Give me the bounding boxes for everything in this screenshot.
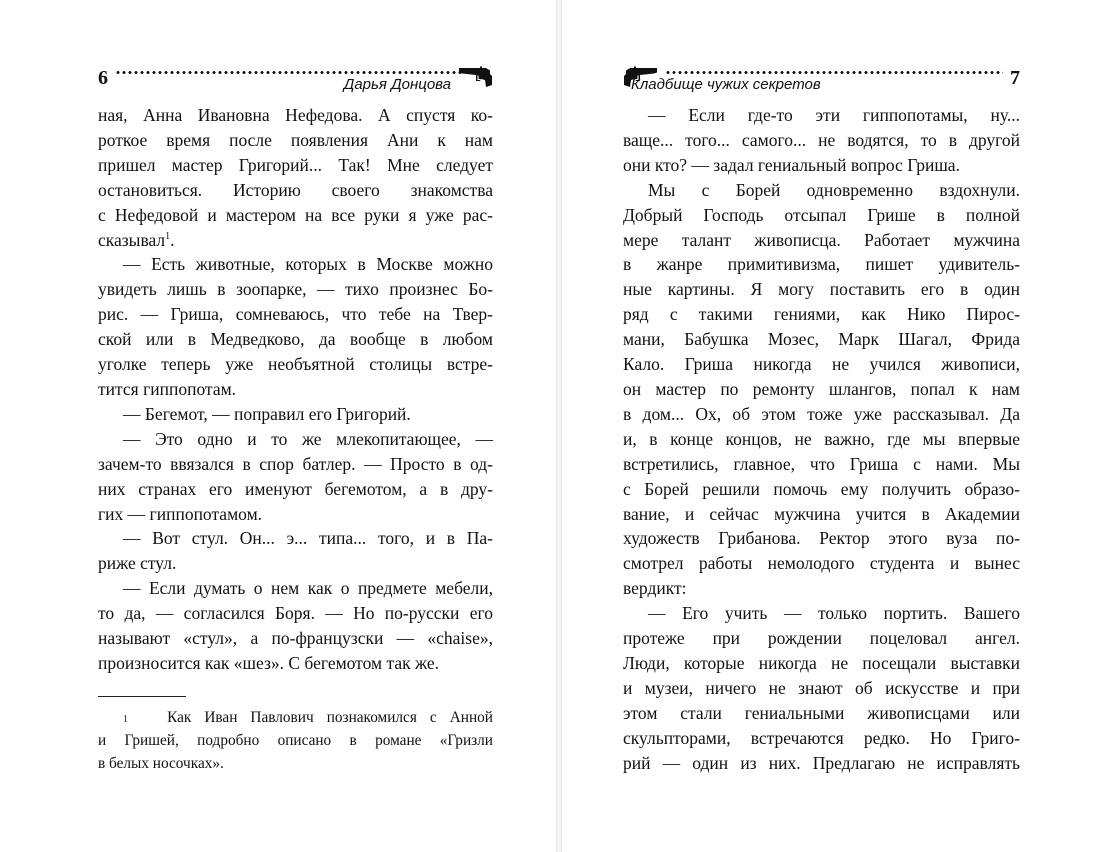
text-line: пришел мастер Григорий... Так! Мне следует bbox=[98, 154, 493, 175]
right-page bbox=[562, 0, 1120, 852]
text-line: в жанре примитивизма, пишет удивитель- bbox=[623, 254, 1020, 275]
text-line: гих — гиппопотамом. bbox=[98, 503, 263, 524]
text-line: — Есть животные, которых в Москве можно bbox=[123, 254, 493, 275]
page-number: 7 bbox=[1010, 67, 1020, 89]
text-line: с Борей решили помочь ему получить образо- bbox=[623, 478, 1020, 499]
text-line: скульпторами, встречаются редко. Но Григо- bbox=[623, 727, 1020, 748]
running-title-author: Дарья Донцова bbox=[343, 76, 451, 93]
text-line: — Его учить — только портить. Вашего bbox=[648, 603, 1020, 624]
text-line: — Если где-то эти гиппопотамы, ну... bbox=[648, 105, 1020, 125]
text-line: то да, — согласился Боря. — Но по-русски его bbox=[98, 603, 493, 624]
footnote-line: $^1$ Как Иван Павлович познакомился с Анной bbox=[123, 709, 493, 726]
left-page-header bbox=[98, 66, 493, 94]
text-line: ской или в Медведково, да вообще в любом bbox=[98, 329, 493, 350]
text-line: них странах его именуют бегемотом, а в дру- bbox=[98, 478, 493, 499]
text-line: художеств Грибанова. Ректор этого вуза по- bbox=[623, 528, 1020, 549]
running-title-book: Кладбище чужих секретов bbox=[631, 76, 821, 93]
page-number: 6 bbox=[98, 67, 108, 89]
text-line: — Это одно и то же млекопитающее, — bbox=[123, 428, 493, 449]
left-page-text bbox=[98, 103, 493, 676]
dotted-rule bbox=[665, 70, 1003, 75]
text-line: Кало. Гриша никогда не учился живописи, bbox=[623, 354, 1020, 375]
text-line: риже стул. bbox=[98, 553, 177, 574]
text-line: вание, и сейчас мужчина учится в Академии bbox=[623, 503, 1020, 524]
text-line: — Бегемот, — поправил его Григорий. bbox=[123, 403, 411, 424]
dotted-rule bbox=[115, 70, 461, 75]
text-line: вердикт: bbox=[623, 578, 687, 599]
left-page bbox=[0, 0, 556, 852]
footnote-reference[interactable]: 1 bbox=[165, 230, 171, 242]
revolver-icon bbox=[459, 66, 493, 88]
right-page-text bbox=[623, 103, 1020, 775]
text-line: — Вот стул. Он... э... типа... того, и в Па- bbox=[123, 528, 493, 549]
footnote bbox=[98, 706, 493, 775]
text-line: Люди, которые никогда не посещали выставки bbox=[623, 652, 1020, 673]
text-line: уголке теперь уже необъятной столицы встре- bbox=[98, 354, 493, 375]
footnote-line: в белых носочках». bbox=[98, 755, 224, 772]
text-line: этом стали гениальными живописцами или bbox=[623, 702, 1020, 723]
text-line: протеже при рождении поцеловал ангел. bbox=[623, 628, 1020, 649]
text-line: ная, Анна Ивановна Нефедова. А спустя ко- bbox=[98, 105, 493, 125]
text-line: тится гиппопотам. bbox=[98, 378, 237, 399]
text-line: мани, Бабушка Мозес, Марк Шагал, Фрида bbox=[623, 329, 1020, 350]
text-line: они кто? — задал гениальный вопрос Гриша. bbox=[623, 154, 960, 175]
text-line: Добрый Господь отсыпал Грише в полной bbox=[623, 204, 1020, 225]
footnote-line: и Гришей, подробно описано в романе «Гризли bbox=[98, 732, 493, 749]
text-line: ваще... того... самого... не водятся, то в другой bbox=[623, 129, 1020, 150]
text-line: ряд с такими гениями, как Нико Пирос- bbox=[623, 304, 1020, 325]
text-line: и музеи, ничего не знают об искусстве и при bbox=[623, 677, 1020, 698]
text-line: Мы с Борей одновременно вздохнули. bbox=[648, 179, 1020, 200]
text-line: зачем-то ввязался в спор батлер. — Просто в од- bbox=[98, 453, 493, 474]
text-line: остановиться. Историю своего знакомства bbox=[98, 179, 493, 200]
text-line: встретились, главное, что Гриша с нами. Мы bbox=[623, 453, 1020, 474]
text-line: увидеть лишь в зоопарке, — тихо произнес Бо- bbox=[98, 279, 493, 300]
text-line: с Нефедовой и мастером на все руки я уже рас- bbox=[98, 204, 493, 225]
text-line: смотрел работы немолодого студента и вынес bbox=[623, 553, 1020, 574]
text-line: произносится как «шез». С бегемотом так же. bbox=[98, 652, 439, 673]
text-line: рий — один из них. Предлагаю не исправлять bbox=[623, 752, 1020, 773]
text-line: мере талант живописца. Работает мужчина bbox=[623, 229, 1020, 250]
text-line: рис. — Гриша, сомневаюсь, что тебе на Твер- bbox=[98, 304, 493, 325]
right-page-header bbox=[623, 66, 1020, 94]
footnote-mark: 1 bbox=[123, 714, 128, 725]
text-line: в дом... Ох, об этом тоже уже рассказывал. Да bbox=[623, 403, 1020, 424]
text-line: сказывал$^1$. bbox=[98, 229, 175, 250]
text-line: — Если думать о нем как о предмете мебели, bbox=[123, 578, 493, 599]
text-line: и, в конце концов, не важно, где мы впервые bbox=[623, 428, 1020, 449]
footnote-divider bbox=[98, 696, 186, 697]
text-line: он мастер по ремонту шлангов, попал к нам bbox=[623, 378, 1020, 399]
text-line: ные картины. Я могу поставить его в один bbox=[623, 279, 1020, 300]
text-line: роткое время после появления Ани к нам bbox=[98, 129, 493, 150]
text-line: называют «стул», а по-французски — «chaise», bbox=[98, 628, 493, 649]
